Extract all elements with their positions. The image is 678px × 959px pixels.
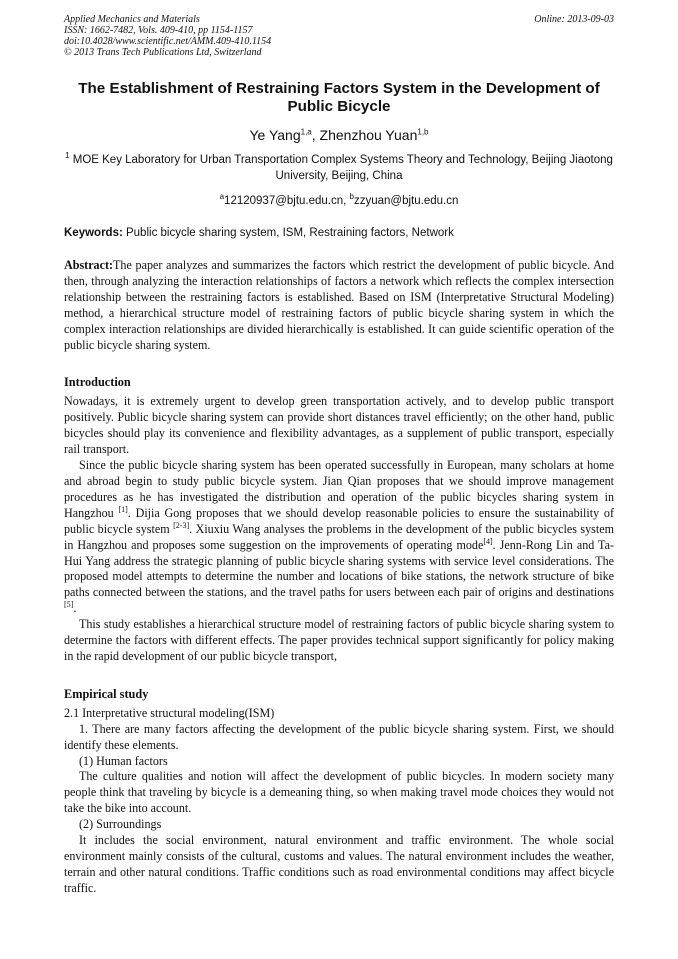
author-superscript: 1,a (300, 127, 312, 137)
email-superscript: a (219, 192, 225, 202)
issn-line: ISSN: 1662-7482, Vols. 409-410, pp 1154-1157 (64, 25, 253, 36)
citation: [4] (483, 536, 493, 546)
journal-name: Applied Mechanics and Materials (64, 14, 200, 25)
paragraph: The culture qualities and notion will affect the development of public bicycles. In modern society many people think that traveling by bicycle is a demeaning thing, so when making travel mode choices they would not take the bike into account. (64, 769, 614, 816)
affiliation-text: MOE Key Laboratory for Urban Transportation Complex Systems Theory and Technology, Beijing Jiaotong University, Beijing, China (69, 154, 613, 182)
author-name: Ye Yang (249, 127, 301, 143)
abstract (64, 258, 614, 353)
paragraph-text: . Jenn-Rong Lin and Ta-Hui Yang address the strategic planning of public bicycle sharing systems with service level considerations. The proposed model attempts to determine the number and locations of bike stations, the network structure of bike paths connected between the stations, and the travel paths for users between each pair of origins and destinations (64, 537, 614, 600)
affiliation-number: 1 (65, 151, 70, 161)
copyright-line: © 2013 Trans Tech Publications Ltd, Switzerland (64, 47, 262, 58)
item-heading: (1) Human factors (79, 753, 168, 768)
paragraph-text: . (73, 601, 77, 616)
keywords-label: Keywords: (64, 227, 123, 239)
email-line (64, 194, 614, 208)
abstract-label: Abstract: (64, 258, 114, 272)
author-superscript: 1,b (417, 127, 429, 137)
citation: [5] (64, 600, 74, 610)
email-separator: , (343, 195, 350, 207)
citation: [2-3] (173, 520, 190, 530)
item-heading: (2) Surroundings (79, 817, 162, 832)
paragraph: This study establishes a hierarchical structure model of restraining factors of public bicycle sharing system to determine the factors with different effects. The paper provides technical support significantly for policy making in the rapid development of our public bicycle transport, (64, 617, 614, 663)
email-address: 12120937@bjtu.edu.cn (224, 195, 344, 207)
paragraph: 1. There are many factors affecting the development of the public bicycle sharing system. First, we should identify these elements. (64, 721, 614, 752)
paper-page (64, 14, 614, 897)
paragraph-text: . Dijia Gong proposes that we should develop reasonable policies to ensure the sustainability of public bicycle system (64, 505, 614, 536)
author-name: Zhenzhou Yuan (319, 127, 418, 143)
doi-line: doi:10.4028/www.scientific.net/AMM.409-410.1154 (64, 36, 272, 47)
section-heading: Empirical study (64, 686, 149, 701)
paragraph: Nowadays, it is extremely urgent to develop green transportation actively, and to develop public transport positively. Public bicycle sharing system can provide short distances travel efficiently; on the other hand, public bicycles should play its convenience and flexibility advantages, as a supplement of public transport, especially rail transport. (64, 394, 614, 457)
keywords-text: Public bicycle sharing system, ISM, Restraining factors, Network (122, 227, 454, 239)
subsection-heading: 2.1 Interpretative structural modeling(ISM) (64, 705, 275, 720)
affiliation (64, 152, 614, 184)
keywords (64, 226, 614, 240)
email-superscript: b (349, 192, 354, 202)
online-date: Online: 2013-09-03 (534, 14, 614, 25)
author-separator: , (311, 127, 320, 143)
paragraph-text: Since the public bicycle sharing system has been operated successfully in European, many scholars at home and abroad begin to study public bicycle system. Jian Qian proposes that we should improve management procedures as he has investigated the distribution and operation of the public bicycles sharing system in Hangzhou (64, 458, 614, 520)
paragraph-text: . Xiuxiu Wang analyses the problems in the development of the public bicycles system in Hangzhou and proposes some suggestion on the improvements of operating mode (64, 521, 615, 552)
paragraph: It includes the social environment, natural environment and traffic environment. The whole social environment mainly consists of the cultural, customs and values. The natural environment includes the weather, terrain and other natural conditions. Traffic conditions such as road environmental conditions may affect bicycle traffic. (64, 833, 614, 895)
journal-header (64, 14, 614, 58)
citation: [1] (118, 504, 128, 514)
paragraph (64, 458, 614, 617)
section-heading: Introduction (64, 375, 131, 390)
author-list (64, 126, 614, 144)
email-address: zzyuan@bjtu.edu.cn (354, 195, 459, 207)
abstract-text: The paper analyzes and summarizes the factors which restrict the development of public bicycle. And then, through analyzing the interaction relationships of factors a network which reflects the complex intersection relationship between the restraining factors is established. Based on ISM (Interpretative Structural Modeling) method, a hierarchical structure model of restraining factors of public bicycle sharing system in which the complex interaction relationships are divided hierarchically is established. It can guide scientific operation of the public bicycle sharing system. (64, 258, 614, 352)
paper-title: The Establishment of Restraining Factors System in the Development of Public Bicycle (78, 80, 600, 115)
